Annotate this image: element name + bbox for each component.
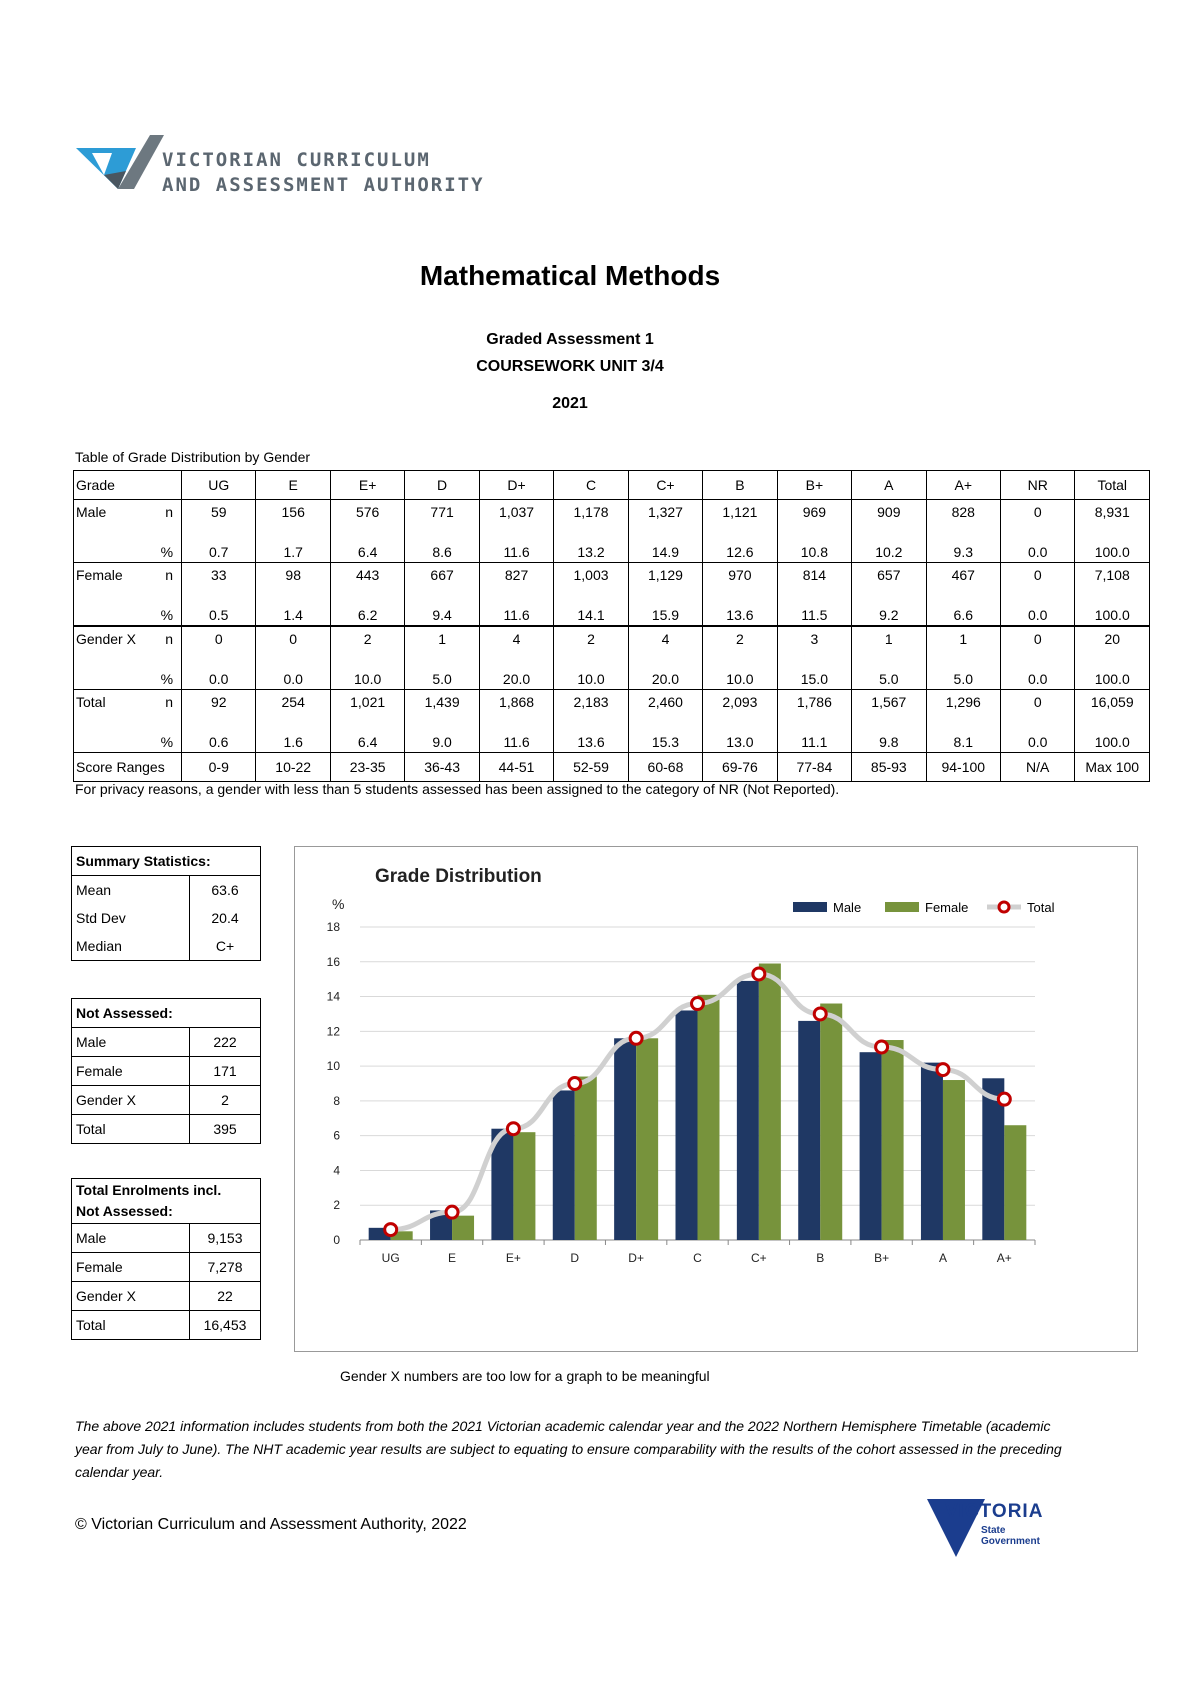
chart-canvas (295, 847, 1137, 1351)
count-cell: 7,108 (1075, 563, 1150, 596)
row-label: Total (72, 1115, 190, 1144)
col-header: E (256, 471, 330, 500)
count-cell: 0 (256, 626, 330, 659)
percent-cell: 13.2 (554, 532, 628, 563)
percent-cell: 20.0 (479, 659, 553, 690)
row-label: Male (72, 1224, 190, 1253)
percent-cell: 1.6 (256, 722, 330, 753)
group-label: Total (74, 690, 152, 753)
bar-female (698, 995, 720, 1240)
y-tick-label: 0 (333, 1233, 340, 1247)
table-row (74, 659, 1150, 690)
percent-cell: 14.1 (554, 595, 628, 626)
percent-cell: 0.0 (1001, 532, 1075, 563)
percent-cell: 20.0 (628, 659, 702, 690)
stat-label: Std Dev (72, 904, 190, 932)
count-cell: 909 (852, 500, 926, 533)
percent-cell: 11.5 (777, 595, 851, 626)
count-cell: 1,003 (554, 563, 628, 596)
vic-logo-sub-2: Government (981, 1536, 1040, 1547)
row-value: 2 (190, 1086, 261, 1115)
y-tick-label: 2 (333, 1198, 340, 1213)
bar-male (921, 1063, 943, 1240)
table-row (74, 722, 1150, 753)
n-label: n (152, 626, 182, 659)
group-label: Female (74, 563, 152, 627)
stat-value: C+ (190, 932, 261, 961)
stat-value: 20.4 (190, 904, 261, 932)
count-cell: 1,178 (554, 500, 628, 533)
percent-cell: 100.0 (1075, 532, 1150, 563)
count-cell: 814 (777, 563, 851, 596)
row-label: Total (72, 1311, 190, 1340)
count-cell: 4 (479, 626, 553, 659)
point-total (998, 1093, 1010, 1105)
percent-cell: 9.3 (926, 532, 1000, 563)
legend-label-female: Female (925, 900, 969, 915)
x-tick-label: A (938, 1251, 947, 1265)
count-cell: 771 (405, 500, 479, 533)
percent-cell: 10.8 (777, 532, 851, 563)
bar-female (452, 1216, 474, 1240)
percent-cell: 10.0 (554, 659, 628, 690)
n-label: n (152, 500, 182, 533)
bar-female (513, 1132, 535, 1240)
y-tick-label: 4 (333, 1163, 340, 1178)
count-cell: 2,093 (703, 690, 777, 723)
genderx-note: Gender X numbers are too low for a graph to be meaningful (340, 1368, 710, 1384)
col-header: C+ (628, 471, 702, 500)
vic-logo-sub-1: State (981, 1525, 1006, 1536)
count-cell: 59 (182, 500, 256, 533)
count-cell: 1,439 (405, 690, 479, 723)
year: 2021 (552, 395, 588, 412)
point-total (692, 998, 704, 1010)
count-cell: 969 (777, 500, 851, 533)
vcaa-logo (74, 133, 485, 203)
percent-cell: 100.0 (1075, 595, 1150, 626)
legend-label-total: Total (1027, 900, 1055, 915)
grade-header: Grade (74, 471, 182, 500)
row-value: 171 (190, 1057, 261, 1086)
row-value: 7,278 (190, 1253, 261, 1282)
col-header: A (852, 471, 926, 500)
percent-cell: 14.9 (628, 532, 702, 563)
percent-cell: 0.0 (182, 659, 256, 690)
table-row (74, 500, 1150, 533)
score-range-cell: N/A (1001, 753, 1075, 782)
percent-cell: 8.1 (926, 722, 1000, 753)
percent-cell: 13.0 (703, 722, 777, 753)
count-cell: 2 (330, 626, 404, 659)
total-enrolments-table (71, 1178, 261, 1340)
count-cell: 0 (1001, 690, 1075, 723)
score-label: Score Ranges (74, 753, 182, 782)
point-total (753, 968, 765, 980)
col-header: D+ (479, 471, 553, 500)
col-header: UG (182, 471, 256, 500)
grade-distribution-table (73, 470, 1150, 782)
percent-cell: 15.0 (777, 659, 851, 690)
vic-logo-word: VICTORIA (945, 1501, 1044, 1522)
count-cell: 156 (256, 500, 330, 533)
percent-cell: 100.0 (1075, 659, 1150, 690)
percent-cell: 11.6 (479, 722, 553, 753)
legend-swatch-female (885, 902, 919, 912)
table-row (74, 690, 1150, 723)
group-label: Gender X (74, 626, 152, 690)
page-title: Mathematical Methods (419, 260, 721, 291)
count-cell: 1,121 (703, 500, 777, 533)
row-label: Gender X (72, 1086, 190, 1115)
score-range-cell: 0-9 (182, 753, 256, 782)
vic-logo-sub (981, 1525, 1040, 1547)
pct-label: % (152, 722, 182, 753)
bar-male (676, 1010, 698, 1240)
y-tick-label: 8 (333, 1093, 340, 1108)
legend-swatch-male (793, 902, 827, 912)
chart-ylabel: % (332, 896, 345, 912)
count-cell: 2,460 (628, 690, 702, 723)
percent-cell: 6.6 (926, 595, 1000, 626)
percent-cell: 9.2 (852, 595, 926, 626)
count-cell: 1,037 (479, 500, 553, 533)
percent-cell: 0.0 (1001, 659, 1075, 690)
col-header: A+ (926, 471, 1000, 500)
count-cell: 657 (852, 563, 926, 596)
percent-cell: 0.0 (1001, 722, 1075, 753)
percent-cell: 10.0 (703, 659, 777, 690)
enrolments-title-line-1: Total Enrolments incl. (76, 1182, 222, 1198)
percent-cell: 11.6 (479, 532, 553, 563)
point-total (937, 1064, 949, 1076)
legend-label-male: Male (833, 900, 862, 915)
percent-cell: 0.5 (182, 595, 256, 626)
x-tick-label: E+ (505, 1251, 521, 1265)
x-tick-label: B+ (874, 1251, 890, 1265)
count-cell: 2 (554, 626, 628, 659)
point-total (507, 1123, 519, 1135)
bar-male (553, 1090, 575, 1240)
x-tick-label: B (816, 1251, 825, 1265)
stat-value: 63.6 (190, 876, 261, 905)
bar-female (943, 1080, 965, 1240)
row-label: Gender X (72, 1282, 190, 1311)
percent-cell: 0.7 (182, 532, 256, 563)
point-total (814, 1008, 826, 1020)
table-row (74, 595, 1150, 626)
row-value: 22 (190, 1282, 261, 1311)
count-cell: 20 (1075, 626, 1150, 659)
percent-cell: 10.0 (330, 659, 404, 690)
point-total (569, 1078, 581, 1090)
percent-cell: 0.6 (182, 722, 256, 753)
count-cell: 1 (852, 626, 926, 659)
row-label: Female (72, 1253, 190, 1282)
count-cell: 16,059 (1075, 690, 1150, 723)
col-header: D (405, 471, 479, 500)
table-row (74, 563, 1150, 596)
count-cell: 33 (182, 563, 256, 596)
n-label: n (152, 690, 182, 723)
score-range-cell: 77-84 (777, 753, 851, 782)
enrolments-title-line-2: Not Assessed: (76, 1203, 173, 1219)
percent-cell: 9.0 (405, 722, 479, 753)
row-value: 395 (190, 1115, 261, 1144)
legend-marker-total (999, 902, 1009, 912)
row-value: 9,153 (190, 1224, 261, 1253)
percent-cell: 5.0 (926, 659, 1000, 690)
col-header: E+ (330, 471, 404, 500)
score-range-cell: 52-59 (554, 753, 628, 782)
score-ranges-row (74, 753, 1150, 782)
bar-male (614, 1038, 636, 1240)
stat-label: Median (72, 932, 190, 961)
percent-cell: 8.6 (405, 532, 479, 563)
x-tick-label: UG (381, 1251, 400, 1265)
score-range-cell: Max 100 (1075, 753, 1150, 782)
n-label: n (152, 563, 182, 596)
percent-cell: 5.0 (852, 659, 926, 690)
y-tick-label: 18 (326, 920, 340, 934)
count-cell: 1,021 (330, 690, 404, 723)
unit-name: COURSEWORK UNIT 3/4 (476, 358, 664, 375)
col-header: B+ (777, 471, 851, 500)
bar-male (798, 1021, 820, 1240)
table-row (74, 532, 1150, 563)
group-label: Male (74, 500, 152, 563)
count-cell: 1 (405, 626, 479, 659)
count-cell: 2,183 (554, 690, 628, 723)
count-cell: 1,868 (479, 690, 553, 723)
count-cell: 0 (1001, 626, 1075, 659)
count-cell: 970 (703, 563, 777, 596)
count-cell: 0 (1001, 563, 1075, 596)
x-tick-label: D+ (628, 1251, 644, 1265)
percent-cell: 9.4 (405, 595, 479, 626)
y-tick-label: 6 (333, 1128, 340, 1143)
table-row (74, 626, 1150, 659)
count-cell: 98 (256, 563, 330, 596)
assessment-name: Graded Assessment 1 (486, 331, 654, 348)
count-cell: 1,327 (628, 500, 702, 533)
table-caption: Table of Grade Distribution by Gender (75, 449, 311, 465)
percent-cell: 12.6 (703, 532, 777, 563)
col-header: Total (1075, 471, 1150, 500)
percent-cell: 100.0 (1075, 722, 1150, 753)
x-tick-label: A+ (996, 1251, 1012, 1265)
pct-label: % (152, 595, 182, 626)
percent-cell: 1.4 (256, 595, 330, 626)
score-range-cell: 85-93 (852, 753, 926, 782)
count-cell: 2 (703, 626, 777, 659)
percent-cell: 13.6 (703, 595, 777, 626)
count-cell: 827 (479, 563, 553, 596)
count-cell: 1 (926, 626, 1000, 659)
row-value: 16,453 (190, 1311, 261, 1340)
summary-title: Summary Statistics: (72, 847, 261, 876)
count-cell: 0 (182, 626, 256, 659)
victoria-government-logo (925, 1497, 1055, 1567)
chart-legend (793, 900, 1055, 915)
bar-male (737, 981, 759, 1240)
score-range-cell: 44-51 (479, 753, 553, 782)
grade-distribution-chart (294, 846, 1138, 1352)
percent-cell: 15.9 (628, 595, 702, 626)
x-tick-label: C+ (751, 1251, 767, 1265)
bar-female (575, 1077, 597, 1240)
not-assessed-table (71, 998, 261, 1144)
count-cell: 576 (330, 500, 404, 533)
percent-cell: 9.8 (852, 722, 926, 753)
count-cell: 1,296 (926, 690, 1000, 723)
percent-cell: 0.0 (256, 659, 330, 690)
row-value: 222 (190, 1028, 261, 1057)
row-label: Male (72, 1028, 190, 1057)
count-cell: 467 (926, 563, 1000, 596)
bar-female (820, 1004, 842, 1240)
pct-label: % (152, 659, 182, 690)
col-header: NR (1001, 471, 1075, 500)
pct-label: % (152, 532, 182, 563)
percent-cell: 13.6 (554, 722, 628, 753)
point-total (385, 1224, 397, 1236)
col-header: B (703, 471, 777, 500)
footnote: The above 2021 information includes students from both the 2021 Victorian academic calendar year and the 2022 Northern Hemisphere Timetable (academic year from July to June). The NHT academic year results are subject to equating to ensure comparability with the results of the cohort assessed in the preceding calendar year. (75, 1418, 1062, 1480)
y-tick-label: 10 (326, 1059, 340, 1074)
x-tick-label: D (570, 1251, 580, 1265)
x-tick-label: E (448, 1251, 457, 1265)
summary-statistics-table (71, 846, 261, 961)
bar-female (1004, 1125, 1026, 1240)
count-cell: 1,129 (628, 563, 702, 596)
stat-label: Mean (72, 876, 190, 905)
privacy-note: For privacy reasons, a gender with less than 5 students assessed has been assigned to the category of NR (Not Reported). (75, 781, 840, 797)
score-range-cell: 36-43 (405, 753, 479, 782)
percent-cell: 11.6 (479, 595, 553, 626)
count-cell: 3 (777, 626, 851, 659)
point-total (446, 1206, 458, 1218)
y-tick-label: 12 (326, 1024, 340, 1039)
count-cell: 828 (926, 500, 1000, 533)
count-cell: 667 (405, 563, 479, 596)
count-cell: 4 (628, 626, 702, 659)
point-total (630, 1032, 642, 1044)
count-cell: 0 (1001, 500, 1075, 533)
x-tick-label: C (693, 1251, 702, 1265)
count-cell: 92 (182, 690, 256, 723)
count-cell: 254 (256, 690, 330, 723)
chart-title: Grade Distribution (375, 866, 542, 887)
logo-line-1: VICTORIAN CURRICULUM (162, 149, 431, 171)
bar-male (860, 1052, 882, 1240)
percent-cell: 15.3 (628, 722, 702, 753)
percent-cell: 1.7 (256, 532, 330, 563)
point-total (876, 1041, 888, 1053)
percent-cell: 6.4 (330, 532, 404, 563)
percent-cell: 6.2 (330, 595, 404, 626)
percent-cell: 6.4 (330, 722, 404, 753)
percent-cell: 10.2 (852, 532, 926, 563)
bar-female (759, 964, 781, 1240)
score-range-cell: 94-100 (926, 753, 1000, 782)
bar-female (636, 1038, 658, 1240)
not-assessed-title: Not Assessed: (72, 999, 261, 1028)
count-cell: 1,786 (777, 690, 851, 723)
logo-line-2: AND ASSESSMENT AUTHORITY (162, 174, 485, 196)
score-range-cell: 60-68 (628, 753, 702, 782)
percent-cell: 5.0 (405, 659, 479, 690)
count-cell: 1,567 (852, 690, 926, 723)
copyright: © Victorian Curriculum and Assessment Authority, 2022 (75, 1516, 467, 1533)
vcaa-logo-mark-icon (74, 133, 164, 203)
percent-cell: 11.1 (777, 722, 851, 753)
score-range-cell: 23-35 (330, 753, 404, 782)
percent-cell: 0.0 (1001, 595, 1075, 626)
count-cell: 443 (330, 563, 404, 596)
y-tick-label: 14 (326, 989, 340, 1004)
row-label: Female (72, 1057, 190, 1086)
col-header: C (554, 471, 628, 500)
score-range-cell: 69-76 (703, 753, 777, 782)
y-tick-label: 16 (326, 954, 340, 969)
count-cell: 8,931 (1075, 500, 1150, 533)
score-range-cell: 10-22 (256, 753, 330, 782)
enrolments-title (72, 1179, 261, 1224)
bar-female (882, 1040, 904, 1240)
